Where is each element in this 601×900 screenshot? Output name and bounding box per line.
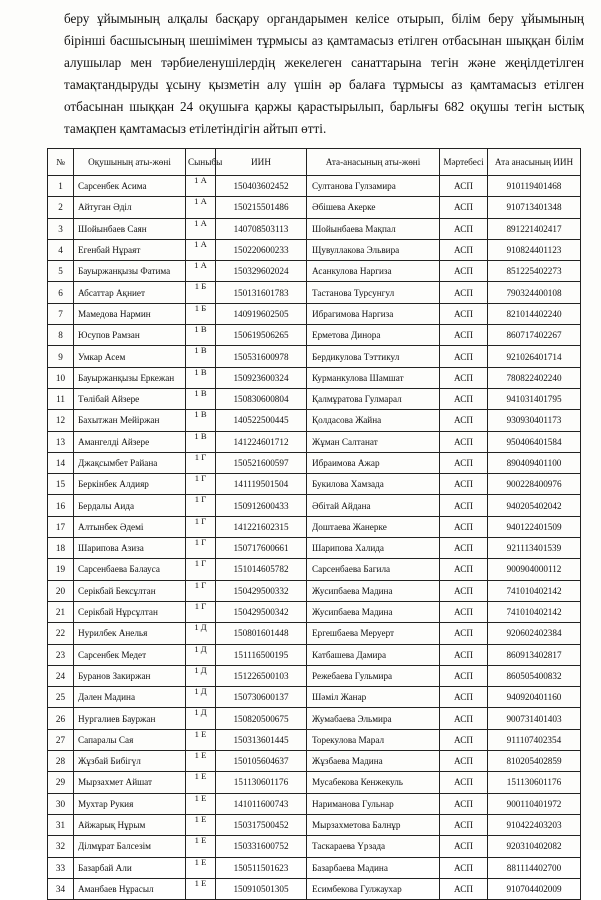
status-value: АСП — [440, 431, 488, 452]
status-value: АСП — [440, 665, 488, 686]
parent-iin: 940122401509 — [488, 516, 581, 537]
status-value: АСП — [440, 708, 488, 729]
student-iin: 140708503113 — [216, 218, 307, 239]
parent-iin: 851225402273 — [488, 261, 581, 282]
class-name: 1 В — [186, 431, 216, 452]
table-row — [48, 474, 581, 495]
parent-iin: 790324400108 — [488, 282, 581, 303]
row-number: 14 — [48, 452, 74, 473]
parent-iin: 950406401584 — [488, 431, 581, 452]
header-student-name: Оқушының аты-жөні — [74, 149, 186, 176]
parent-iin: 780822402240 — [488, 367, 581, 388]
class-name: 1 Е — [186, 793, 216, 814]
status-value: АСП — [440, 793, 488, 814]
parent-name: Щувуллакова Эльвира — [307, 239, 440, 260]
student-name: Сарсенбек Медет — [74, 644, 186, 665]
student-name: Бердалы Аида — [74, 495, 186, 516]
status-value: АСП — [440, 538, 488, 559]
parent-name: Әбішева Акерке — [307, 197, 440, 218]
parent-name: Жусипбаева Мадина — [307, 580, 440, 601]
class-name: 1 В — [186, 388, 216, 409]
class-name: 1 Г — [186, 474, 216, 495]
student-name: Амангелді Айзере — [74, 431, 186, 452]
parent-name: Есимбекова Гулжаухар — [307, 878, 440, 899]
student-iin: 150912600433 — [216, 495, 307, 516]
row-number: 28 — [48, 751, 74, 772]
student-iin: 150531600978 — [216, 346, 307, 367]
table-row — [48, 410, 581, 431]
parent-iin: 900904000112 — [488, 559, 581, 580]
row-number: 2 — [48, 197, 74, 218]
class-name: 1 Д — [186, 665, 216, 686]
class-name: 1 А — [186, 261, 216, 282]
student-name: Бауыржанқызы Фатима — [74, 261, 186, 282]
table-row — [48, 303, 581, 324]
class-name: 1 Г — [186, 580, 216, 601]
row-number: 34 — [48, 878, 74, 899]
table-row — [48, 559, 581, 580]
student-iin: 150329602024 — [216, 261, 307, 282]
student-iin: 151130601176 — [216, 772, 307, 793]
student-name: Мухтар Рукия — [74, 793, 186, 814]
table-row — [48, 687, 581, 708]
row-number: 32 — [48, 836, 74, 857]
student-name: Бахытжан Мейіржан — [74, 410, 186, 431]
student-iin: 150317500452 — [216, 814, 307, 835]
table-row — [48, 431, 581, 452]
class-name: 1 Г — [186, 452, 216, 473]
student-iin: 150923600324 — [216, 367, 307, 388]
table-row — [48, 282, 581, 303]
status-value: АСП — [440, 197, 488, 218]
student-name: Сарсенбек Асима — [74, 176, 186, 197]
parent-iin: 900110401972 — [488, 793, 581, 814]
parent-name: Жусипбаева Мадина — [307, 601, 440, 622]
parent-name: Тастанова Турсунгул — [307, 282, 440, 303]
class-name: 1 Б — [186, 303, 216, 324]
table-row — [48, 239, 581, 260]
parent-name: Бердикулова Тэттикул — [307, 346, 440, 367]
parent-iin: 940920401160 — [488, 687, 581, 708]
student-name: Бауыржанқызы Еркежан — [74, 367, 186, 388]
status-value: АСП — [440, 261, 488, 282]
parent-name: Режебаева Гульмира — [307, 665, 440, 686]
table-header-row — [48, 149, 581, 176]
class-name: 1 А — [186, 239, 216, 260]
parent-name: Жумабаева Эльмира — [307, 708, 440, 729]
table-row — [48, 538, 581, 559]
parent-iin: 860717402267 — [488, 325, 581, 346]
status-value: АСП — [440, 282, 488, 303]
table-row — [48, 623, 581, 644]
parent-name: Катбашева Дамира — [307, 644, 440, 665]
parent-name: Шойынбаева Мақпал — [307, 218, 440, 239]
student-iin: 150313601445 — [216, 729, 307, 750]
row-number: 31 — [48, 814, 74, 835]
parent-iin: 821014402240 — [488, 303, 581, 324]
student-name: Сарсенбаева Балауса — [74, 559, 186, 580]
student-name: Мамедова Нармин — [74, 303, 186, 324]
status-value: АСП — [440, 452, 488, 473]
table-row — [48, 836, 581, 857]
table-row — [48, 814, 581, 835]
student-name: Джақсымбет Райана — [74, 452, 186, 473]
parent-iin: 910422403203 — [488, 814, 581, 835]
parent-name: Ибрагимова Наргиза — [307, 303, 440, 324]
class-name: 1 Г — [186, 538, 216, 559]
row-number: 18 — [48, 538, 74, 559]
student-iin: 150830600804 — [216, 388, 307, 409]
student-name: Дәлен Мадина — [74, 687, 186, 708]
table-row — [48, 857, 581, 878]
header-parent-iin: Ата анасының ИИН — [488, 149, 581, 176]
class-name: 1 Г — [186, 559, 216, 580]
student-iin: 150429500342 — [216, 601, 307, 622]
status-value: АСП — [440, 878, 488, 899]
student-name: Нургалиев Бауржан — [74, 708, 186, 729]
table-row — [48, 601, 581, 622]
row-number: 8 — [48, 325, 74, 346]
parent-iin: 910704402009 — [488, 878, 581, 899]
class-name: 1 А — [186, 176, 216, 197]
status-value: АСП — [440, 857, 488, 878]
table-row — [48, 346, 581, 367]
parent-name: Қолдасова Жайна — [307, 410, 440, 431]
class-name: 1 Е — [186, 729, 216, 750]
student-iin: 150215501486 — [216, 197, 307, 218]
parent-name: Шәміл Жанар — [307, 687, 440, 708]
class-name: 1 Г — [186, 601, 216, 622]
row-number: 7 — [48, 303, 74, 324]
student-iin: 150331600752 — [216, 836, 307, 857]
row-number: 11 — [48, 388, 74, 409]
table-row — [48, 218, 581, 239]
class-name: 1 Д — [186, 623, 216, 644]
students-table — [47, 148, 581, 900]
student-iin: 141119501504 — [216, 474, 307, 495]
student-name: Егенбай Нұраят — [74, 239, 186, 260]
parent-name: Ибраимова Ажар — [307, 452, 440, 473]
parent-iin: 921026401714 — [488, 346, 581, 367]
class-name: 1 Д — [186, 708, 216, 729]
status-value: АСП — [440, 729, 488, 750]
table-row — [48, 644, 581, 665]
student-name: Абсаттар Ақниет — [74, 282, 186, 303]
status-value: АСП — [440, 601, 488, 622]
class-name: 1 В — [186, 367, 216, 388]
student-iin: 150801601448 — [216, 623, 307, 644]
parent-name: Сарсенбаева Багила — [307, 559, 440, 580]
table-row — [48, 580, 581, 601]
student-iin: 150105604637 — [216, 751, 307, 772]
row-number: 24 — [48, 665, 74, 686]
table-row — [48, 261, 581, 282]
student-name: Серікбай Нұрсұлтан — [74, 601, 186, 622]
parent-iin: 910824401123 — [488, 239, 581, 260]
parent-iin: 810205402859 — [488, 751, 581, 772]
parent-iin: 911107402354 — [488, 729, 581, 750]
status-value: АСП — [440, 516, 488, 537]
student-iin: 140919602505 — [216, 303, 307, 324]
student-name: Шарипова Азиза — [74, 538, 186, 559]
parent-name: Мусабекова Кенжекуль — [307, 772, 440, 793]
student-iin: 150220600233 — [216, 239, 307, 260]
parent-name: Мырзахметова Балнұр — [307, 814, 440, 835]
parent-name: Базарбаева Мадина — [307, 857, 440, 878]
table-row — [48, 772, 581, 793]
student-iin: 150403602452 — [216, 176, 307, 197]
student-iin: 150730600137 — [216, 687, 307, 708]
table-row — [48, 495, 581, 516]
parent-iin: 920310402082 — [488, 836, 581, 857]
row-number: 21 — [48, 601, 74, 622]
class-name: 1 Е — [186, 878, 216, 899]
row-number: 27 — [48, 729, 74, 750]
parent-iin: 741010402142 — [488, 580, 581, 601]
status-value: АСП — [440, 644, 488, 665]
class-name: 1 А — [186, 218, 216, 239]
student-iin: 150429500332 — [216, 580, 307, 601]
class-name: 1 В — [186, 325, 216, 346]
parent-iin: 920602402384 — [488, 623, 581, 644]
student-iin: 151226500103 — [216, 665, 307, 686]
header-class: Сыныбы — [186, 149, 216, 176]
table-row — [48, 729, 581, 750]
student-name: Жұзбай Бибігүл — [74, 751, 186, 772]
status-value: АСП — [440, 495, 488, 516]
status-value: АСП — [440, 623, 488, 644]
student-iin: 141011600743 — [216, 793, 307, 814]
class-name: 1 Г — [186, 495, 216, 516]
student-iin: 150820500675 — [216, 708, 307, 729]
class-name: 1 Е — [186, 836, 216, 857]
table-row — [48, 516, 581, 537]
parent-iin: 910119401468 — [488, 176, 581, 197]
student-iin: 150910501305 — [216, 878, 307, 899]
table-row — [48, 452, 581, 473]
row-number: 13 — [48, 431, 74, 452]
student-name: Мырзахмет Айшат — [74, 772, 186, 793]
status-value: АСП — [440, 580, 488, 601]
class-name: 1 Е — [186, 772, 216, 793]
row-number: 16 — [48, 495, 74, 516]
row-number: 19 — [48, 559, 74, 580]
student-name: Айтуган Әділ — [74, 197, 186, 218]
student-name: Айжарық Нұрым — [74, 814, 186, 835]
parent-name: Асанкулова Наргиза — [307, 261, 440, 282]
status-value: АСП — [440, 346, 488, 367]
student-name: Сапаралы Сая — [74, 729, 186, 750]
class-name: 1 В — [186, 346, 216, 367]
status-value: АСП — [440, 687, 488, 708]
parent-name: Шарипова Халида — [307, 538, 440, 559]
status-value: АСП — [440, 559, 488, 580]
parent-iin: 741010402142 — [488, 601, 581, 622]
class-name: 1 Д — [186, 687, 216, 708]
table-row — [48, 665, 581, 686]
status-value: АСП — [440, 836, 488, 857]
class-name: 1 Е — [186, 814, 216, 835]
status-value: АСП — [440, 325, 488, 346]
parent-name: Таскараева Үрзада — [307, 836, 440, 857]
student-name: Юсупов Рамзан — [74, 325, 186, 346]
student-iin: 141224601712 — [216, 431, 307, 452]
parent-iin: 930930401173 — [488, 410, 581, 431]
student-name: Базарбай Али — [74, 857, 186, 878]
parent-iin: 860505400832 — [488, 665, 581, 686]
class-name: 1 Б — [186, 282, 216, 303]
student-iin: 150511501623 — [216, 857, 307, 878]
table-row — [48, 751, 581, 772]
parent-name: Әбітай Айдана — [307, 495, 440, 516]
student-iin: 150521600597 — [216, 452, 307, 473]
row-number: 23 — [48, 644, 74, 665]
parent-iin: 900228400976 — [488, 474, 581, 495]
parent-name: Жұзбаева Мадина — [307, 751, 440, 772]
status-value: АСП — [440, 410, 488, 431]
row-number: 29 — [48, 772, 74, 793]
parent-iin: 881114402700 — [488, 857, 581, 878]
status-value: АСП — [440, 218, 488, 239]
row-number: 1 — [48, 176, 74, 197]
class-name: 1 Е — [186, 857, 216, 878]
status-value: АСП — [440, 303, 488, 324]
status-value: АСП — [440, 176, 488, 197]
class-name: 1 А — [186, 197, 216, 218]
table-row — [48, 878, 581, 899]
student-iin: 151014605782 — [216, 559, 307, 580]
student-iin: 141221602315 — [216, 516, 307, 537]
row-number: 25 — [48, 687, 74, 708]
row-number: 9 — [48, 346, 74, 367]
student-name: Ділмұрат Балсезім — [74, 836, 186, 857]
table-row — [48, 708, 581, 729]
table-row — [48, 176, 581, 197]
student-name: Нурилбек Анелья — [74, 623, 186, 644]
class-name: 1 Д — [186, 644, 216, 665]
row-number: 4 — [48, 239, 74, 260]
header-parent-name: Ата-анасының аты-жөні — [307, 149, 440, 176]
student-name: Беркінбек Алдияр — [74, 474, 186, 495]
intro-paragraph: беру ұйымының алқалы басқару органдарымен келісе отырып, білім беру ұйымының бірінші басшысының шешімімен тұрмысы аз қамтамасыз етілген отбасынан шыққан білім алушылар мен тәрбиеленушілердің жекелеген санаттарына тегін және жеңілдетілген тамақтандыруды ұсыну қызметін алу үшін әр балаға тұрмысы аз қамтамасыз етілген отбасынан шыққан 24 оқушыға қаржы қарастырылып, барлығы 682 оқушы тегін ыстық тамақпен қамтамасыз етілетіндігін айтып өтті. — [64, 11, 584, 136]
students-table-wrapper — [47, 148, 580, 900]
table-row — [48, 793, 581, 814]
student-name: Серікбай Бексұлтан — [74, 580, 186, 601]
status-value: АСП — [440, 388, 488, 409]
student-iin: 150717600661 — [216, 538, 307, 559]
class-name: 1 Г — [186, 516, 216, 537]
header-num: № — [48, 149, 74, 176]
parent-iin: 890409401100 — [488, 452, 581, 473]
student-name: Аманбаев Нұрасыл — [74, 878, 186, 899]
student-iin: 150619506265 — [216, 325, 307, 346]
row-number: 33 — [48, 857, 74, 878]
parent-name: Ерметова Динора — [307, 325, 440, 346]
parent-iin: 921113401539 — [488, 538, 581, 559]
row-number: 20 — [48, 580, 74, 601]
table-row — [48, 367, 581, 388]
row-number: 26 — [48, 708, 74, 729]
student-name: Алтынбек Әдемі — [74, 516, 186, 537]
row-number: 17 — [48, 516, 74, 537]
parent-name: Торекулова Марал — [307, 729, 440, 750]
parent-name: Ергешбаева Меруерт — [307, 623, 440, 644]
row-number: 15 — [48, 474, 74, 495]
status-value: АСП — [440, 367, 488, 388]
class-name: 1 Е — [186, 751, 216, 772]
parent-name: Султанова Гулзамира — [307, 176, 440, 197]
student-iin: 140522500445 — [216, 410, 307, 431]
table-row — [48, 325, 581, 346]
student-iin: 151116500195 — [216, 644, 307, 665]
parent-name: Курманкулова Шамшат — [307, 367, 440, 388]
header-status: Мәртебесі — [440, 149, 488, 176]
parent-iin: 940205402042 — [488, 495, 581, 516]
student-name: Шойынбаев Саян — [74, 218, 186, 239]
row-number: 6 — [48, 282, 74, 303]
parent-name: Қалмұратова Гулмарал — [307, 388, 440, 409]
parent-iin: 941031401795 — [488, 388, 581, 409]
parent-iin: 151130601176 — [488, 772, 581, 793]
parent-iin: 900731401403 — [488, 708, 581, 729]
status-value: АСП — [440, 772, 488, 793]
row-number: 5 — [48, 261, 74, 282]
student-name: Төлібай Айзере — [74, 388, 186, 409]
status-value: АСП — [440, 239, 488, 260]
row-number: 10 — [48, 367, 74, 388]
header-iin: ИИН — [216, 149, 307, 176]
table-row — [48, 388, 581, 409]
parent-name: Букилова Хамзада — [307, 474, 440, 495]
class-name: 1 В — [186, 410, 216, 431]
table-row — [48, 197, 581, 218]
status-value: АСП — [440, 814, 488, 835]
parent-name: Доштаева Жанерке — [307, 516, 440, 537]
status-value: АСП — [440, 474, 488, 495]
parent-iin: 910713401348 — [488, 197, 581, 218]
student-iin: 150131601783 — [216, 282, 307, 303]
row-number: 30 — [48, 793, 74, 814]
student-name: Умкар Асем — [74, 346, 186, 367]
status-value: АСП — [440, 751, 488, 772]
table-body — [48, 176, 581, 900]
parent-name: Жұман Салтанат — [307, 431, 440, 452]
row-number: 12 — [48, 410, 74, 431]
row-number: 22 — [48, 623, 74, 644]
parent-iin: 860913402817 — [488, 644, 581, 665]
parent-name: Нариманова Гульнар — [307, 793, 440, 814]
parent-iin: 891221402417 — [488, 218, 581, 239]
row-number: 3 — [48, 218, 74, 239]
student-name: Буранов Закиржан — [74, 665, 186, 686]
